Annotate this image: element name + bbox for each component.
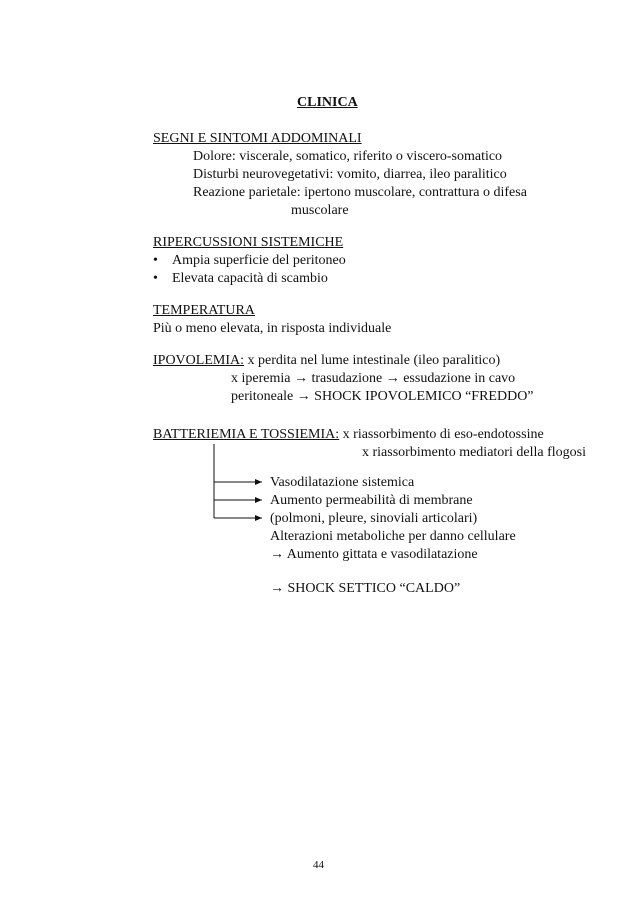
bullet-item-exchange: Elevata capacità di scambio	[172, 271, 328, 286]
page-number: 44	[313, 859, 324, 871]
branch-permeability: Aumento permeabilità di membrane	[270, 493, 473, 508]
bullet-dot: •	[153, 253, 158, 268]
branch-vasodilation: Vasodilatazione sistemica	[270, 475, 415, 490]
branch-permeability-detail: (polmoni, pleure, sinoviali articolari)	[270, 511, 478, 526]
section-heading-systemic: RIPERCUSSIONI SISTEMICHE	[153, 235, 344, 250]
page-title: CLINICA	[297, 95, 358, 110]
hypovolemia-cause-1: x perdita nel lume intestinale (ileo paralitico)	[247, 353, 501, 368]
branch-output-gittata: → Aumento gittata e vasodilatazione	[270, 547, 478, 562]
branch-septic-shock: → SHOCK SETTICO “CALDO”	[270, 581, 461, 596]
bullet-item-peritoneum: Ampia superficie del peritoneo	[172, 253, 346, 268]
abdominal-line-pain: Dolore: viscerale, somatico, riferito o viscero-somatico	[193, 149, 503, 164]
abdominal-line-parietal: Reazione parietale: ipertono muscolare, contrattura o difesa	[193, 185, 527, 200]
section-heading-temperature: TEMPERATURA	[153, 303, 255, 318]
section-heading-hypovolemia: IPOVOLEMIA:	[153, 353, 244, 368]
section-heading-bacteremia: BATTERIEMIA E TOSSIEMIA:	[153, 427, 340, 442]
hypovolemia-line-2: x iperemia → trasudazione → essudazione in cavo	[231, 371, 516, 386]
hypovolemia-line-3: peritoneale → SHOCK IPOVOLEMICO “FREDDO”	[231, 389, 534, 404]
bacteremia-cause-1: x riassorbimento di eso-endotossine	[342, 427, 544, 442]
abdominal-line-parietal-cont: muscolare	[291, 203, 349, 218]
bullet-dot: •	[153, 271, 158, 286]
bacteremia-line-2: x riassorbimento mediatori della flogosi	[362, 445, 586, 460]
temperature-text: Più o meno elevata, in risposta individuale	[153, 321, 392, 336]
abdominal-line-neurovegetative: Disturbi neurovegetativi: vomito, diarrea, ileo paralitico	[193, 167, 507, 182]
branch-metabolic: Alterazioni metaboliche per danno cellulare	[270, 529, 516, 544]
section-heading-abdominal-signs: SEGNI E SINTOMI ADDOMINALI	[153, 131, 362, 146]
